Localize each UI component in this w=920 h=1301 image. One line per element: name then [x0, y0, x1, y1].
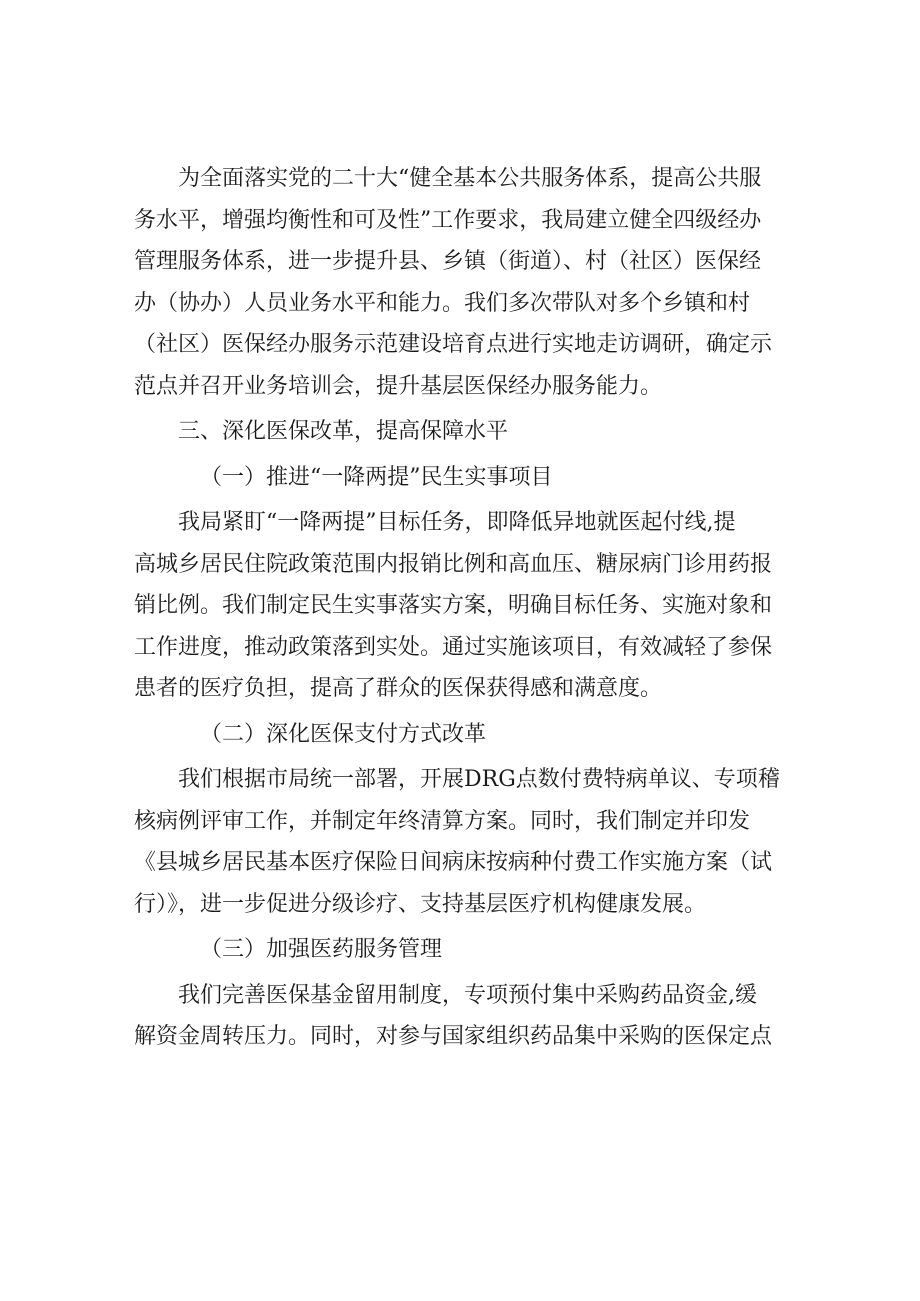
paragraph-line: 行）》，进一步促进分级诊疗、支持基层医疗机构健康发展。 [134, 891, 707, 917]
paragraph-1 [134, 158, 800, 407]
subsection-heading: （一）推进“一降两提”民生实事项目 [200, 464, 553, 490]
subsection-heading: （三）加强医药服务管理 [200, 937, 443, 962]
document-page [134, 158, 800, 1058]
paragraph-line: 我局紧盯“一降两提”目标任务，即降低异地就医起付线,提 [178, 510, 736, 535]
paragraph-line: 范点并召开业务培训会，提升基层医保经办服务能力。 [134, 373, 663, 399]
paragraph-line: 《县城乡居民基本医疗保险日间病床按病种付费工作实施方案（试 [134, 850, 773, 875]
paragraph-line: 工作进度，推动政策落到实处。通过实施该项目，有效减轻了参保 [134, 634, 773, 660]
paragraph-line: 销比例。我们制定民生实事落实方案，明确目标任务、实施对象和 [134, 593, 773, 618]
section-heading: 三、深化医保改革，提高保障水平 [178, 419, 509, 444]
paragraph-line: 为全面落实党的二十大“健全基本公共服务体系，提高公共服 [178, 166, 762, 191]
paragraph-line: 高城乡居民住院政策范围内报销比例和高血压、糖尿病门诊用药报 [134, 551, 773, 577]
paragraph-line: 解资金周转压力。同时，对参与国家组织药品集中采购的医保定点 [134, 1024, 773, 1049]
subsection-heading: （二）深化医保支付方式改革 [200, 721, 487, 747]
paragraph-line: （社区）医保经办服务示范建设培育点进行实地走访调研，确定示 [134, 332, 773, 357]
paragraph-line: 办（协办）人员业务水平和能力。我们多次带队对多个乡镇和村 [134, 290, 751, 316]
paragraph-line: 管理服务体系，进一步提升县、乡镇（街道）、村（社区）医保经 [134, 249, 762, 274]
paragraph-3 [134, 759, 800, 925]
paragraph-line: 我们完善医保基金留用制度，专项预付集中采购药品资金,缓 [178, 982, 757, 1008]
paragraph-2 [134, 502, 800, 710]
paragraph-line: 核病例评审工作，并制定年终清算方案。同时，我们制定并印发 [134, 808, 751, 834]
paragraph-line: 我们根据市局统一部署，开展DRG点数付费特病单议、专项稽 [178, 767, 780, 792]
paragraph-line: 务水平，增强均衡性和可及性”工作要求，我局建立健全四级经办 [134, 207, 762, 233]
paragraph-line: 患者的医疗负担，提高了群众的医保获得感和满意度。 [134, 676, 663, 701]
paragraph-4 [134, 975, 800, 1058]
